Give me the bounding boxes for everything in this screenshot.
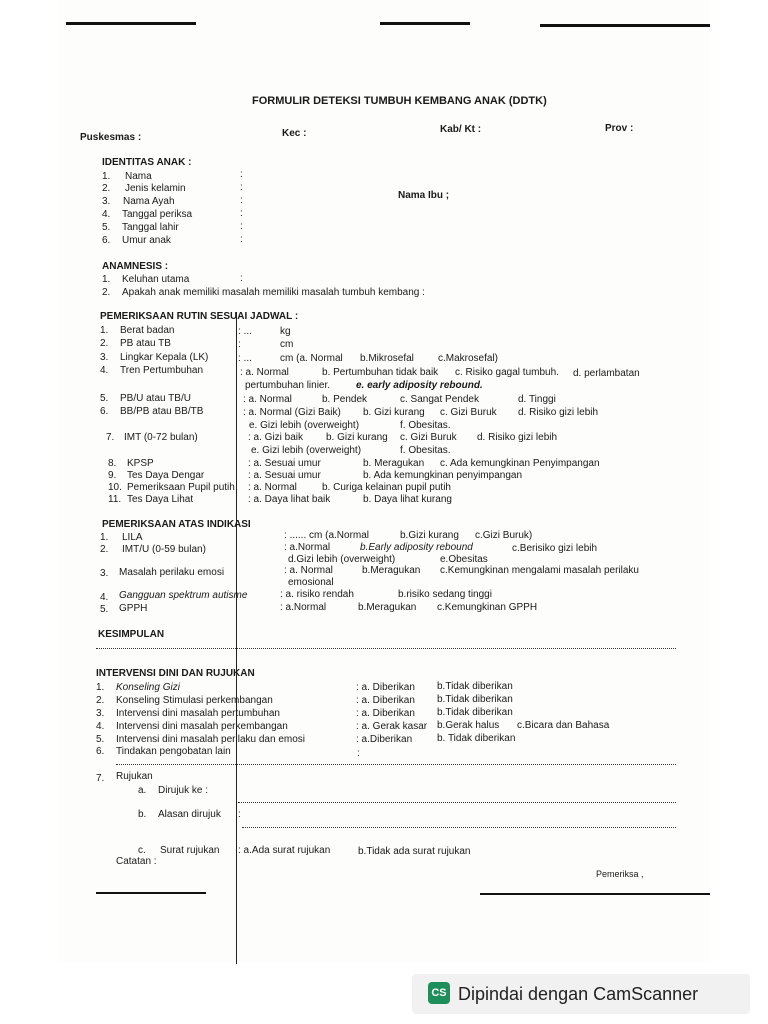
identitas-nama-ayah-label: Nama Ayah [123,196,175,207]
intervensi-perkembangan-label: Intervensi dini masalah perkembangan [116,721,288,732]
tes-daya-dengar-label: Tes Daya Dengar [127,470,205,481]
item-number: 8. [108,458,117,469]
colon: : [238,809,241,820]
option-gizi-lebih: e. Gizi lebih (overweight) [249,420,360,431]
pbu-tbu-label: PB/U atau TB/U [120,393,191,404]
item-number: 7. [106,432,115,443]
form-title: FORMULIR DETEKSI TUMBUH KEMBANG ANAK (DDTK) [252,95,547,107]
option-tidak-diberikan: b.Tidak diberikan [437,707,513,718]
option-normal: cm (a. Normal [280,353,343,364]
option-gizi-buruk: c. Gizi Buruk [400,432,457,443]
option-diberikan: : a. Diberikan [356,682,415,693]
pb-tb-value: : [238,339,241,350]
lila-label: LILA [122,532,143,543]
colon: : [357,748,360,759]
alasan-dirujuk-label: Alasan dirujuk [158,809,221,820]
option-risiko-gizi-lebih: d. Risiko gizi lebih [477,432,558,443]
item-number: 3. [100,568,109,579]
option-meragukan: b.Meragukan [358,602,417,613]
imt-label: IMT (0-72 bulan) [124,432,198,443]
item-number: a. [138,785,147,796]
item-number: 6. [102,235,111,246]
item-number: 7. [96,773,105,784]
item-number: 5. [96,734,105,745]
item-number: 4. [100,592,109,603]
item-number: 2. [102,287,111,298]
tes-daya-lihat-label: Tes Daya Lihat [127,494,194,505]
puskesmas-label: Puskesmas : [80,132,142,143]
tindakan-pengobatan-label: Tindakan pengobatan lain [116,746,231,757]
option-diberikan: : a. Diberikan [356,695,415,706]
intervensi-heading: INTERVENSI DINI DAN RUJUKAN [96,668,255,679]
option-tidak-ada-surat: b.Tidak ada surat rujukan [358,846,471,857]
catatan-label: Catatan : [116,856,157,867]
surat-rujukan-label: Surat rujukan [160,845,220,856]
identitas-tanggal-lahir-label: Tanggal lahir [122,222,179,233]
item-number: 6. [100,406,109,417]
option-normal: : a.Normal [284,542,331,553]
scan-mark-top-mid [380,22,470,25]
berat-badan-label: Berat badan [120,325,175,336]
option-tinggi: d. Tinggi [518,394,556,405]
option-meragukan: b.Meragukan [362,565,421,576]
pupil-putih-label: Pemeriksaan Pupil putih [127,482,235,493]
item-number: 3. [100,352,109,363]
option-diberikan: : a. Diberikan [356,708,415,719]
identitas-nama-label: Nama [125,171,152,182]
option-kemungkinan-penyimpangan: b. Ada kemungkinan penyimpangan [363,470,523,481]
item-number: 1. [100,532,109,543]
keluhan-utama-label: Keluhan utama [122,274,190,285]
option-continuation: emosional [288,577,334,588]
option-kemungkinan-gpph: c.Kemungkinan GPPH [437,602,538,613]
prov-label: Prov : [605,123,634,134]
option-gizi-buruk: c.Gizi Buruk) [475,530,533,541]
option-risiko-gagal: c. Risiko gagal tumbuh. [455,367,559,378]
option-normal: : a. Normal [243,394,292,405]
option-bicara-bahasa: c.Bicara dan Bahasa [517,720,610,731]
fold-line [236,312,237,964]
unit-kg: kg [280,326,291,337]
item-number: 2. [100,544,109,555]
item-number: 6. [96,746,105,757]
option-gerak-halus: b.Gerak halus [437,720,500,731]
perilaku-emosi-label: Masalah perilaku emosi [119,567,225,578]
option-diberikan: : a.Diberikan [356,734,413,745]
item-number: 1. [100,325,109,336]
option-perlambatan: d. perlambatan [573,368,640,379]
tren-pertumbuhan-label: Tren Pertumbuhan [120,365,204,376]
scan-mark-top-left [66,22,196,25]
item-number: 11. [108,494,122,505]
item-number: 2. [102,183,111,194]
camscanner-text: Dipindai dengan CamScanner [458,984,699,1004]
pb-tb-label: PB atau TB [120,338,171,349]
kesimpulan-line [96,648,676,649]
option-continuation: pertumbuhan linier. [245,380,331,391]
option-makrosefal: c.Makrosefal) [438,353,499,364]
colon: : [240,169,243,180]
item-number: 5. [100,604,109,615]
spektrum-autisme-label: Gangguan spektrum autisme [119,590,248,601]
option-sesuai-umur: : a. Sesuai umur [248,470,321,481]
option-normal: : a. Normal [248,482,297,493]
alasan-dirujuk-line [242,827,676,828]
option-tidak-diberikan: b.Tidak diberikan [437,694,513,705]
scan-mark-top-right [540,24,710,27]
item-number: b. [138,809,147,820]
scan-mark-bottom-right [480,893,710,895]
lingkar-kepala-value: : ... [238,353,252,364]
option-gerak-kasar: : a. Gerak kasar [356,721,428,732]
option-risiko-rendah: : a. risiko rendah [280,589,354,600]
rujukan-label: Rujukan [116,771,153,782]
intervensi-pertumbuhan-label: Intervensi dini masalah pertumbuhan [116,708,280,719]
colon: : [240,195,243,206]
item-number: 3. [102,196,111,207]
option-kemungkinan-masalah-perilaku: c.Kemungkinan mengalami masalah perilaku [440,565,639,576]
item-number: 3. [96,708,105,719]
colon: : [240,273,243,284]
option-daya-lihat-baik: : a. Daya lihat baik [248,494,331,505]
intervensi-perilaku-label: Intervensi dini masalah perilaku dan emosi [116,734,305,745]
konseling-gizi-label: Konseling Gizi [116,682,180,693]
tindakan-line [116,764,676,765]
rutin-heading: PEMERIKSAAN RUTIN SESUAI JADWAL : [100,311,299,322]
lingkar-kepala-label: Lingkar Kepala (LK) [120,352,209,363]
option-tidak-diberikan: b.Tidak diberikan [437,681,513,692]
item-number: 10. [108,482,122,493]
identitas-heading: IDENTITAS ANAK : [102,157,192,168]
option-early-adiposity: b.Early adiposity rebound [360,542,473,553]
option-risiko-sedang-tinggi: b.risiko sedang tinggi [398,589,492,600]
option-tidak-baik: b. Pertumbuhan tidak baik [322,367,439,378]
identitas-tanggal-periksa-label: Tanggal periksa [122,209,193,220]
option-adiposity-rebound: e. early adiposity rebound. [356,380,483,391]
item-number: 1. [102,274,111,285]
item-number: 4. [96,721,105,732]
pemeriksa-label: Pemeriksa , [596,869,644,879]
option-normal: : a. Normal [240,367,289,378]
anamnesis-heading: ANAMNESIS : [102,261,169,272]
option-gizi-kurang: b.Gizi kurang [400,530,459,541]
masalah-tumbuh-kembang-label: Apakah anak memiliki masalah memiliki masalah tumbuh kembang : [122,287,425,298]
option-sangat-pendek: c. Sangat Pendek [400,394,479,405]
colon: : [240,234,243,245]
option-daya-lihat-kurang: b. Daya lihat kurang [363,494,452,505]
item-number: 4. [100,365,109,376]
option-berisiko-gizi-lebih: c.Berisiko gizi lebih [512,543,598,554]
item-number: 1. [102,171,111,182]
kpsp-label: KPSP [127,458,154,469]
item-number: 5. [100,393,109,404]
camscanner-logo-icon: CS [428,982,450,1004]
option-curiga-kelainan: b. Curiga kelainan pupil putih [322,482,451,493]
option-gizi-lebih: d.Gizi lebih (overweight) [288,554,396,565]
option-normal: : a. Normal [284,565,333,576]
option-sesuai-umur: : a. Sesuai umur [248,458,321,469]
option-meragukan: b. Meragukan [363,458,425,469]
option-ada-surat: : a.Ada surat rujukan [238,845,331,856]
option-kemungkinan-penyimpangan: c. Ada kemungkinan Penyimpangan [440,458,600,469]
option-gizi-buruk: c. Gizi Buruk [440,407,497,418]
option-pendek: b. Pendek [322,394,368,405]
option-gizi-kurang: b. Gizi kurang [363,407,425,418]
colon: : [240,221,243,232]
option-tidak-diberikan: b. Tidak diberikan [437,733,516,744]
colon: : [240,182,243,193]
identitas-umur-anak-label: Umur anak [122,235,171,246]
option-normal: : ...... cm (a.Normal [284,530,370,541]
bbpb-bbtb-label: BB/PB atau BB/TB [120,406,204,417]
identitas-jenis-kelamin-label: Jenis kelamin [125,183,186,194]
imt-u-label: IMT/U (0-59 bulan) [122,544,206,555]
gpph-label: GPPH [119,603,148,614]
option-mikrosefal: b.Mikrosefal [360,353,414,364]
item-number: 1. [96,682,105,693]
colon: : [240,208,243,219]
berat-badan-value: : ... [238,326,252,337]
konseling-stimulasi-label: Konseling Stimulasi perkembangan [116,695,273,706]
scan-mark-bottom-left [96,892,206,894]
item-number: 5. [102,222,111,233]
option-obesitas: e.Obesitas [440,554,488,565]
indikasi-heading: PEMERIKSAAN ATAS INDIKASI [102,519,251,530]
nama-ibu-label: Nama Ibu ; [398,190,450,201]
item-number: 2. [96,695,105,706]
option-normal: : a.Normal [280,602,327,613]
kec-label: Kec : [282,128,307,139]
item-number: 4. [102,209,111,220]
kab-label: Kab/ Kt : [440,124,482,135]
option-gizi-baik: : a. Normal (Gizi Baik) [243,407,341,418]
option-obesitas: f. Obesitas. [400,420,451,431]
dirujuk-ke-label: Dirujuk ke : [158,785,209,796]
option-gizi-lebih: e. Gizi lebih (overweight) [251,445,362,456]
option-obesitas: f. Obesitas. [400,445,451,456]
kesimpulan-heading: KESIMPULAN [98,629,165,640]
option-gizi-baik: : a. Gizi baik [248,432,304,443]
option-risiko-gizi-lebih: d. Risiko gizi lebih [518,407,599,418]
option-gizi-kurang: b. Gizi kurang [326,432,388,443]
item-number: c. [138,845,146,856]
unit-cm: cm [280,339,294,350]
item-number: 2. [100,338,109,349]
dirujuk-ke-line [238,802,676,803]
item-number: 9. [108,470,117,481]
camscanner-banner [412,974,750,1014]
